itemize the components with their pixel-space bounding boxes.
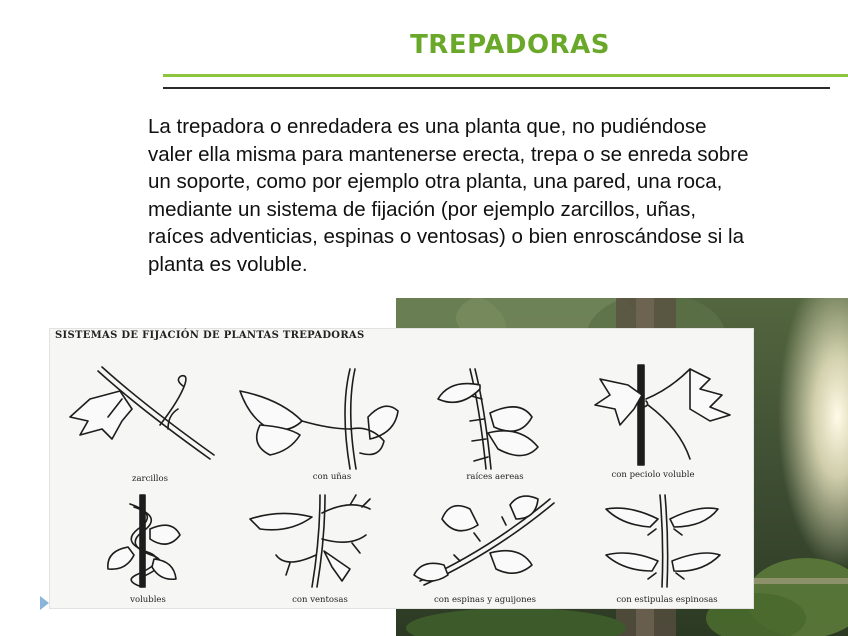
fixation-systems-diagram bbox=[50, 329, 753, 608]
green-divider bbox=[163, 74, 848, 77]
paragraph-line: La trepadora o enredadera es una planta que, no pudiéndose bbox=[148, 115, 707, 138]
slide-title: TREPADORAS bbox=[410, 30, 610, 60]
caption-aerial-roots: raíces aereas bbox=[466, 472, 524, 482]
caption-voluble-petiole: con peciolo voluble bbox=[611, 470, 695, 480]
caption-suction-cups: con ventosas bbox=[292, 595, 348, 605]
diagram-header: SISTEMAS DE FIJACIÓN DE PLANTAS TREPADORAS bbox=[55, 330, 365, 341]
paragraph-line: valer ella misma para mantenerse erecta, trepa o se enreda sobre bbox=[148, 142, 749, 166]
diagram-illustrations bbox=[50, 329, 753, 608]
twining-plant-drawing bbox=[108, 495, 180, 587]
claw-plant-drawing bbox=[240, 369, 398, 469]
paragraph-line: un soporte, como por ejemplo otra planta, una pared, una roca, bbox=[148, 170, 723, 193]
next-slide-arrow-icon[interactable] bbox=[40, 596, 49, 610]
voluble-petiole-drawing bbox=[595, 365, 730, 465]
paragraph-line: mediante un sistema de fijación (por ejemplo zarcillos, uñas, bbox=[148, 197, 697, 221]
caption-twining: volubles bbox=[130, 595, 166, 605]
caption-spiny-stipules: con estipulas espinosas bbox=[616, 595, 718, 605]
description-paragraph bbox=[148, 113, 848, 278]
paragraph-line: raíces adventicias, espinas o ventosas) o bien enroscándose si la bbox=[148, 225, 744, 248]
caption-thorns: con espinas y aguijones bbox=[433, 595, 537, 605]
dark-divider bbox=[163, 87, 830, 89]
tendril-plant-drawing bbox=[70, 367, 214, 459]
spiny-stipules-drawing bbox=[606, 495, 720, 587]
aerial-roots-drawing bbox=[438, 369, 538, 469]
suction-cup-plant-drawing bbox=[250, 495, 370, 587]
paragraph-line: planta es voluble. bbox=[148, 252, 308, 276]
thorns-plant-drawing bbox=[414, 496, 554, 585]
caption-claws: con uñas bbox=[312, 472, 352, 482]
caption-tendrils: zarcillos bbox=[131, 474, 169, 484]
